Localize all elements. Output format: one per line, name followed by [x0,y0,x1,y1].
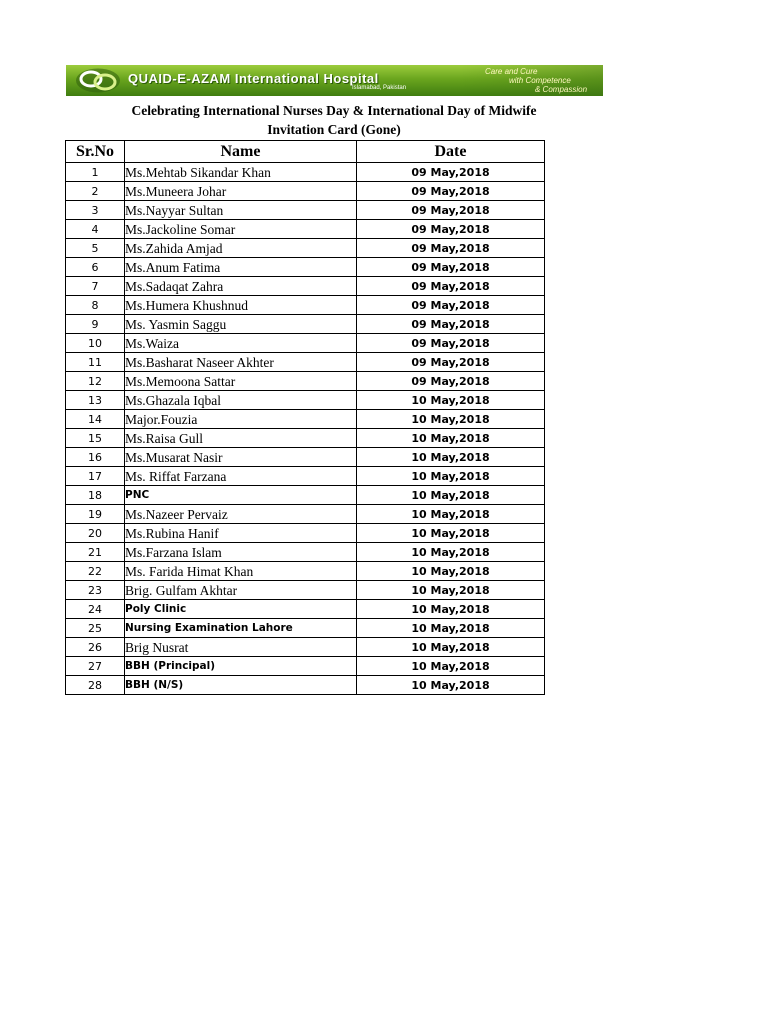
name-cell: Major.Fouzia [125,410,357,429]
table-row [66,239,545,258]
date-cell: 09 May,2018 [357,220,545,239]
name-cell: Ms.Humera Khushnud [125,296,357,315]
table-row [66,429,545,448]
table-row [66,201,545,220]
date-cell: 10 May,2018 [357,486,545,505]
sr-cell: 16 [66,448,125,467]
sr-cell: 19 [66,505,125,524]
date-cell: 10 May,2018 [357,410,545,429]
name-cell: Poly Clinic [125,600,357,619]
table-row [66,258,545,277]
hospital-location: Islamabad, Pakistan [352,85,407,91]
sr-cell: 5 [66,239,125,258]
name-cell: Ms.Musarat Nasir [125,448,357,467]
table-row [66,581,545,600]
date-cell: 10 May,2018 [357,543,545,562]
table-row [66,163,545,182]
date-cell: 10 May,2018 [357,619,545,638]
invitation-table [65,140,545,695]
date-cell: 09 May,2018 [357,258,545,277]
date-cell: 10 May,2018 [357,676,545,695]
sr-cell: 12 [66,372,125,391]
table-row [66,467,545,486]
name-cell: Ms. Yasmin Saggu [125,315,357,334]
sr-cell: 1 [66,163,125,182]
name-cell: Ms.Jackoline Somar [125,220,357,239]
name-cell: Ms.Muneera Johar [125,182,357,201]
table-row [66,391,545,410]
sr-cell: 11 [66,353,125,372]
sr-cell: 7 [66,277,125,296]
table-row [66,353,545,372]
sr-cell: 13 [66,391,125,410]
hospital-name: QUAID-E-AZAM International Hospital [128,71,379,86]
date-cell: 09 May,2018 [357,334,545,353]
document-title: Celebrating International Nurses Day & International Day of Midwife [131,103,537,118]
column-header-date: Date [357,141,545,163]
name-cell: Ms.Basharat Naseer Akhter [125,353,357,372]
name-cell: Ms.Raisa Gull [125,429,357,448]
name-cell: Ms.Waiza [125,334,357,353]
table-row [66,334,545,353]
date-cell: 10 May,2018 [357,429,545,448]
hospital-tagline [461,65,603,96]
name-cell: Ms.Sadaqat Zahra [125,277,357,296]
date-cell: 10 May,2018 [357,600,545,619]
sr-cell: 14 [66,410,125,429]
table-row [66,296,545,315]
name-cell: BBH (N/S) [125,676,357,695]
date-cell: 10 May,2018 [357,467,545,486]
name-cell: Brig. Gulfam Akhtar [125,581,357,600]
sr-cell: 21 [66,543,125,562]
name-cell: Nursing Examination Lahore [125,619,357,638]
date-cell: 10 May,2018 [357,505,545,524]
date-cell: 09 May,2018 [357,163,545,182]
sr-cell: 22 [66,562,125,581]
date-cell: 10 May,2018 [357,657,545,676]
date-cell: 09 May,2018 [357,182,545,201]
document-subtitle: Invitation Card (Gone) [267,122,401,137]
hospital-banner [66,65,603,96]
tagline-line-1: Care and Cure [485,67,538,76]
sr-cell: 25 [66,619,125,638]
name-cell: Ms.Farzana Islam [125,543,357,562]
table-row [66,220,545,239]
date-cell: 10 May,2018 [357,638,545,657]
name-cell: Ms. Farida Himat Khan [125,562,357,581]
table-row [66,524,545,543]
date-cell: 09 May,2018 [357,277,545,296]
column-header-name: Name [125,141,357,163]
sr-cell: 18 [66,486,125,505]
sr-cell: 24 [66,600,125,619]
sr-cell: 6 [66,258,125,277]
sr-cell: 23 [66,581,125,600]
sr-cell: 26 [66,638,125,657]
sr-cell: 10 [66,334,125,353]
tagline-line-3: & Compassion [535,85,588,94]
table-row [66,277,545,296]
date-cell: 10 May,2018 [357,581,545,600]
name-cell: Ms. Riffat Farzana [125,467,357,486]
table-row [66,600,545,619]
name-cell: BBH (Principal) [125,657,357,676]
sr-cell: 9 [66,315,125,334]
table-row [66,505,545,524]
name-cell: Ms.Ghazala Iqbal [125,391,357,410]
date-cell: 09 May,2018 [357,201,545,220]
table-row [66,562,545,581]
table-row [66,182,545,201]
table-row [66,543,545,562]
name-cell: Ms.Zahida Amjad [125,239,357,258]
sr-cell: 4 [66,220,125,239]
sr-cell: 17 [66,467,125,486]
table-row [66,619,545,638]
sr-cell: 15 [66,429,125,448]
name-cell: Ms.Memoona Sattar [125,372,357,391]
table-row [66,486,545,505]
sr-cell: 2 [66,182,125,201]
table-row [66,657,545,676]
date-cell: 09 May,2018 [357,315,545,334]
column-header-sr-no: Sr.No [66,141,125,163]
sr-cell: 27 [66,657,125,676]
date-cell: 10 May,2018 [357,391,545,410]
date-cell: 10 May,2018 [357,524,545,543]
name-cell: Ms.Anum Fatima [125,258,357,277]
sr-cell: 28 [66,676,125,695]
date-cell: 10 May,2018 [357,562,545,581]
sr-cell: 8 [66,296,125,315]
table-row [66,410,545,429]
tagline-line-2: with Competence [509,76,571,85]
date-cell: 10 May,2018 [357,448,545,467]
name-cell: Ms.Nazeer Pervaiz [125,505,357,524]
table-header-row [66,141,545,163]
name-cell: Ms.Rubina Hanif [125,524,357,543]
name-cell: Brig Nusrat [125,638,357,657]
table-row [66,372,545,391]
table-row [66,315,545,334]
name-cell: PNC [125,486,357,505]
date-cell: 09 May,2018 [357,353,545,372]
date-cell: 09 May,2018 [357,296,545,315]
sr-cell: 20 [66,524,125,543]
name-cell: Ms.Nayyar Sultan [125,201,357,220]
sr-cell: 3 [66,201,125,220]
date-cell: 09 May,2018 [357,239,545,258]
table-row [66,676,545,695]
name-cell: Ms.Mehtab Sikandar Khan [125,163,357,182]
table-row [66,448,545,467]
table-row [66,638,545,657]
hospital-logo-icon [74,67,122,94]
date-cell: 09 May,2018 [357,372,545,391]
